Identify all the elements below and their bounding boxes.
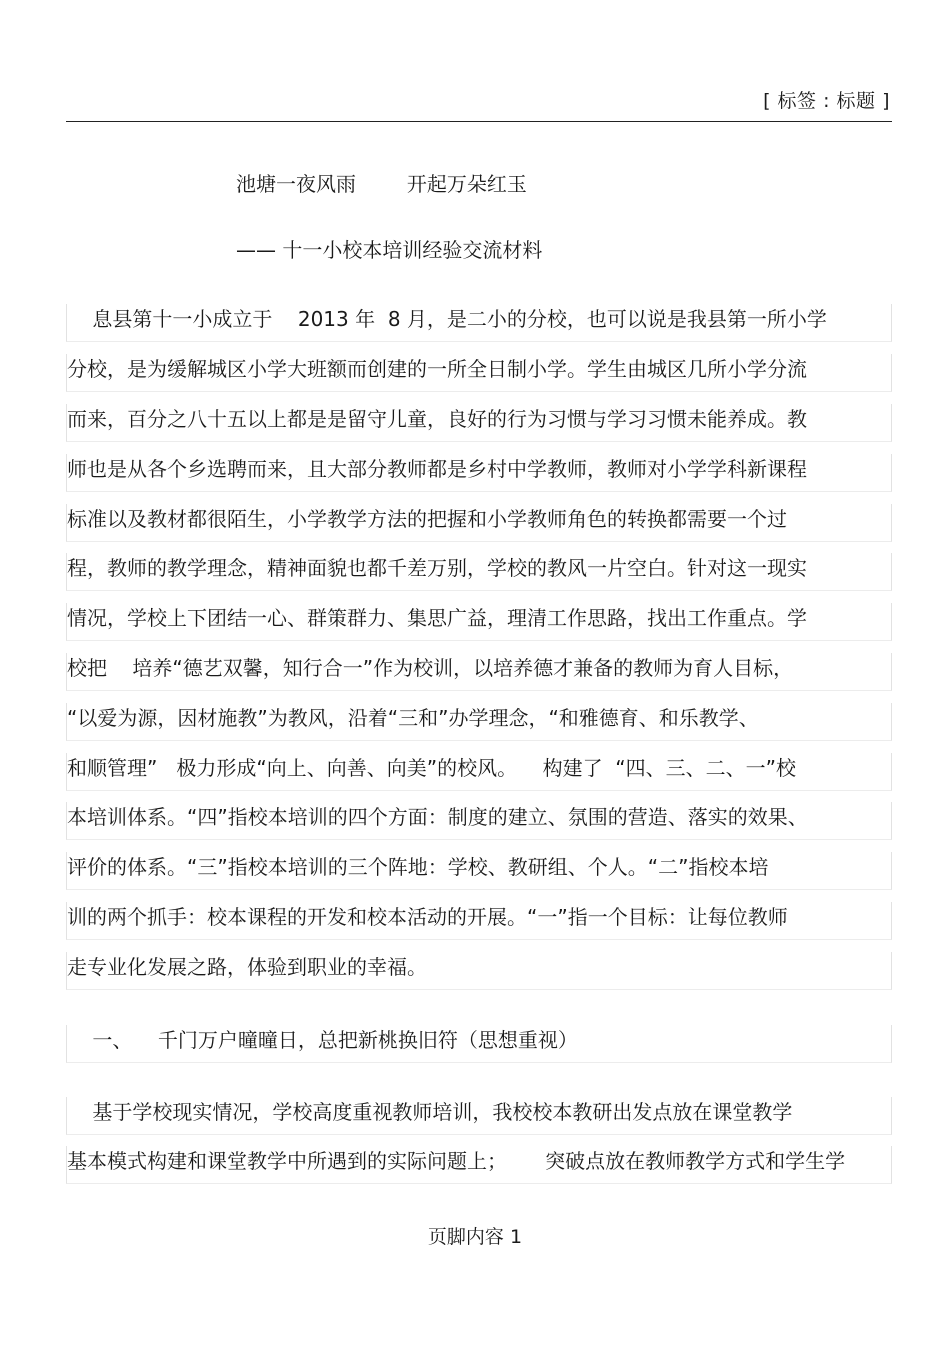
paragraph-line-text: 息县第十一小成立于 2013 年 8 月，是二小的分校，也可以说是我县第一所小学 bbox=[67, 307, 827, 331]
paragraph-line bbox=[66, 304, 892, 342]
paragraph-line-text: 基于学校现实情况，学校高度重视教师培训，我校校本教研出发点放在课堂教学 bbox=[67, 1100, 793, 1124]
page-footer: 页脚内容 1 bbox=[427, 1226, 523, 1248]
paragraph-line bbox=[66, 354, 892, 392]
section-heading bbox=[66, 1025, 892, 1063]
paragraph-line-text: 分校，是为缓解城区小学大班额而创建的一所全日制小学。学生由城区几所小学分流 bbox=[67, 357, 807, 381]
paragraph-line bbox=[66, 1146, 892, 1184]
paragraph-line bbox=[66, 952, 892, 990]
paragraph-line-text: 师也是从各个乡选聘而来，且大部分教师都是乡村中学教师，教师对小学学科新课程 bbox=[67, 457, 807, 481]
paragraph-line-text: 标准以及教材都很陌生，小学教学方法的把握和小学教师角色的转换都需要一个过 bbox=[67, 507, 787, 531]
paragraph-line-text: 校把 培养“德艺双馨，知行合一”作为校训，以培养德才兼备的教师为育人目标， bbox=[67, 656, 794, 680]
paragraph-line-text: 基本模式构建和课堂教学中所遇到的实际问题上； 突破点放在教师教学方式和学生学 bbox=[67, 1149, 846, 1173]
document-title: 池塘一夜风雨 开起万朵红玉 bbox=[236, 172, 527, 196]
paragraph-line bbox=[66, 852, 892, 890]
paragraph-line bbox=[66, 553, 892, 591]
page-header-tag: [ 标签 : 标题 ] bbox=[763, 90, 890, 112]
section-heading-text: 一、 千门万户曈曈日，总把新桃换旧符（思想重视） bbox=[67, 1028, 578, 1052]
paragraph-line-text: 走专业化发展之路，体验到职业的幸福。 bbox=[67, 955, 427, 979]
paragraph-line bbox=[66, 1097, 892, 1135]
paragraph-line bbox=[66, 802, 892, 840]
paragraph-line bbox=[66, 902, 892, 940]
paragraph-line bbox=[66, 653, 892, 691]
paragraph-line bbox=[66, 703, 892, 741]
paragraph-line-text: 和顺管理” 极力形成“向上、向善、向美”的校风。 构建了 “四、三、二、一”校 bbox=[67, 756, 797, 780]
paragraph-line-text: 本培训体系。“四”指校本培训的四个方面：制度的建立、氛围的营造、落实的效果、 bbox=[67, 805, 808, 829]
paragraph-line-text: 程，教师的教学理念，精神面貌也都千差万别，学校的教风一片空白。针对这一现实 bbox=[67, 556, 807, 580]
document-subtitle: —— 十一小校本培训经验交流材料 bbox=[236, 238, 543, 262]
paragraph-line-text: “以爱为源，因材施教”为教风，沿着“三和”办学理念，“和雅德育、和乐教学、 bbox=[67, 706, 759, 730]
paragraph-line bbox=[66, 753, 892, 791]
paragraph-line bbox=[66, 454, 892, 492]
header-divider bbox=[66, 121, 892, 122]
paragraph-line-text: 情况，学校上下团结一心、群策群力、集思广益，理清工作思路，找出工作重点。学 bbox=[67, 606, 807, 630]
paragraph-line bbox=[66, 404, 892, 442]
paragraph-line-text: 评价的体系。“三”指校本培训的三个阵地：学校、教研组、个人。“二”指校本培 bbox=[67, 855, 769, 879]
paragraph-line bbox=[66, 603, 892, 641]
paragraph-line-text: 训的两个抓手：校本课程的开发和校本活动的开展。“一”指一个目标：让每位教师 bbox=[67, 905, 788, 929]
paragraph-line bbox=[66, 504, 892, 542]
paragraph-line-text: 而来，百分之八十五以上都是是留守儿童，良好的行为习惯与学习习惯未能养成。教 bbox=[67, 407, 807, 431]
